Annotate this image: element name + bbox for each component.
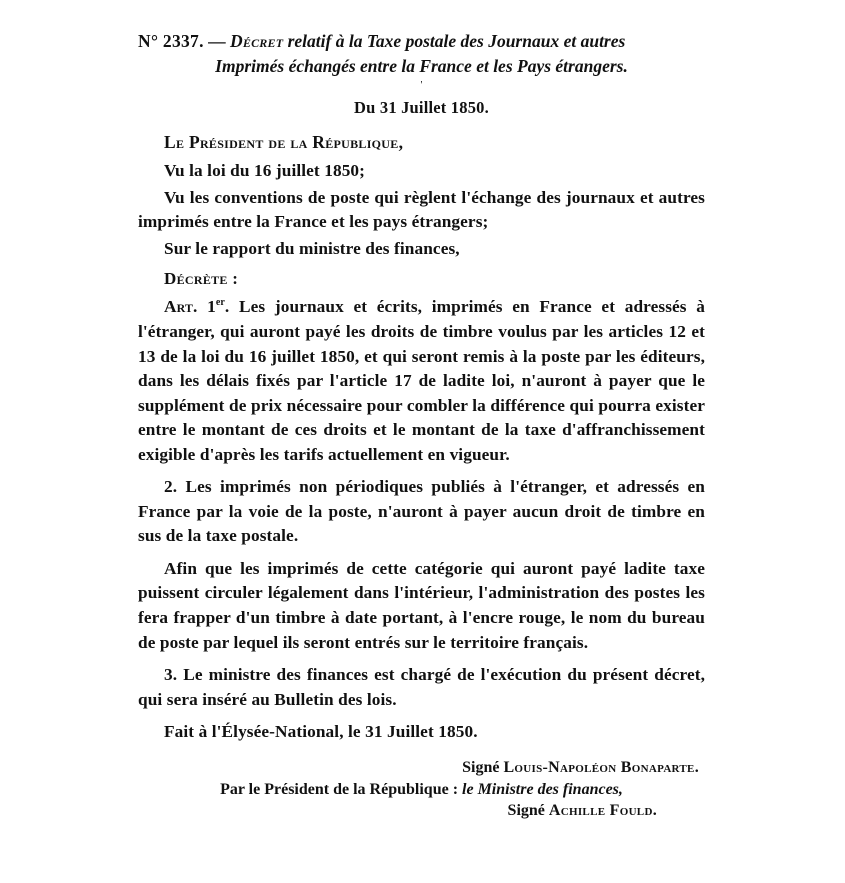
article-2-label: 2. bbox=[164, 477, 178, 497]
decree-keyword: Décrète : bbox=[164, 269, 239, 289]
countersign-role: le Ministre des finances, bbox=[462, 780, 623, 798]
signed-label-1: Signé bbox=[462, 758, 500, 776]
article-1-label-sup: er bbox=[215, 297, 225, 309]
signed-label-2: Signé bbox=[507, 801, 545, 819]
decree-date: Du 31 Juillet 1850. bbox=[354, 98, 489, 118]
signer-name-2: Achille Fould. bbox=[548, 801, 657, 819]
document-heading bbox=[138, 30, 705, 78]
preamble-clause-3: Sur le rapport du ministre des finances, bbox=[164, 238, 460, 258]
article-3-text: Le ministre des finances est chargé de l'exécution du présent décret, qui sera inséré au Bulletin des lois. bbox=[138, 665, 706, 709]
countersign-prefix: Par le Président de la République : bbox=[220, 780, 459, 798]
article-3 bbox=[138, 663, 705, 712]
closing-line: Fait à l'Élysée-National, le 31 Juillet 1850. bbox=[164, 722, 478, 742]
article-2-continuation bbox=[138, 557, 705, 655]
document-body bbox=[138, 30, 705, 820]
article-1 bbox=[138, 295, 705, 467]
article-2 bbox=[138, 475, 705, 549]
article-3-label: 3. bbox=[164, 665, 178, 685]
signer-name-1: Louis-Napoléon Bonaparte. bbox=[503, 758, 699, 776]
preamble-clause-1: Vu la loi du 16 juillet 1850; bbox=[164, 161, 366, 181]
decree-number: N° 2337. bbox=[138, 31, 204, 51]
article-1-text: Les journaux et écrits, imprimés en France et adressés à l'étranger, qui auront payé les droits de timbre voulus par les articles 12 et 13 de la loi du 16 juillet 1850, et qui seront remis à la poste par les éditeurs, dans les délais fixés par l'article 17 de ladite loi, n'auront à payer que le supplément de prix nécessaire pour combler la différence qui pourra exister entre le montant de ces droits et le montant de la taxe d'affranchissement exigible d'après les tarifs actuellement en vigueur. bbox=[138, 297, 706, 464]
heading-kind: Décret bbox=[230, 31, 284, 51]
page-mark: ' bbox=[420, 79, 423, 92]
issuing-authority: Le Président de la République, bbox=[164, 132, 404, 153]
heading-title-line2: Imprimés échangés entre la France et les Pays étrangers. bbox=[215, 55, 628, 76]
heading-dash: — bbox=[208, 31, 226, 51]
article-2-text: Les imprimés non périodiques publiés à l'étranger, et adressés en France par la voie de la poste, n'auront à payer aucun droit de timbre en sus de la taxe postale. bbox=[138, 477, 705, 546]
countersignature-line bbox=[138, 781, 705, 799]
preamble-clause-2: Vu les conventions de poste qui règlent l'échange des journaux et autres imprimés entre la France et les pays étrangers; bbox=[138, 187, 705, 232]
article-1-label: Art. 1er. bbox=[164, 297, 230, 317]
signature-secondary bbox=[138, 802, 705, 820]
heading-title-line1: relatif à la Taxe postale des Journaux et autres bbox=[287, 31, 626, 51]
signature-primary bbox=[138, 759, 705, 777]
article-2-continuation-text: Afin que les imprimés de cette catégorie qui auront payé ladite taxe puissent circuler légalement dans l'intérieur, l'administration des postes les fera frapper d'un timbre à date portant, à l'encre rouge, le nom du bureau de poste par lequel ils seront entrés sur le territoire français. bbox=[138, 558, 705, 652]
